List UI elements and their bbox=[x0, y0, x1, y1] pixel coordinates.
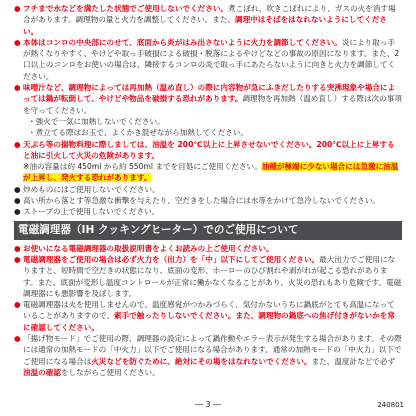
reheat-instructions bbox=[14, 116, 402, 139]
bullet-icon: ● bbox=[14, 196, 21, 206]
warning-emphasis: 素手で触ったりしないでください。また、調理物の鍋底への焦げ付きがないかを常に確認してください。 bbox=[23, 311, 395, 332]
warning-emphasis: 火災などを防ぐために、絶対にその場をはなれないでください。 bbox=[91, 356, 312, 366]
reheat-step: ・煮立てる際はお玉で、よくかき混ぜながら加熱してください。 bbox=[28, 128, 249, 138]
bullet-icon: ● bbox=[14, 254, 21, 264]
warning-text: 炒めものにはご使用しないでください。 bbox=[23, 184, 160, 194]
warning-emphasis: 本体はコンロの中央部にのせて、底面から炎がはみ出さないように火力を調節してください。 bbox=[23, 37, 342, 47]
bullet-icon: ● bbox=[14, 139, 21, 149]
bullet-icon: ● bbox=[14, 334, 21, 344]
document-code: 240801 bbox=[377, 401, 404, 409]
warning-text: 調理物を再加熱（温め直し）する際は次の事項を守ってください。 bbox=[23, 94, 402, 115]
page-footer bbox=[0, 400, 416, 414]
warning-item bbox=[14, 3, 402, 37]
warning-emphasis: 調理中はそばをはなれないようにしてください。 bbox=[23, 15, 387, 36]
warning-text: 高い所から落とす等急激な衝撃を与えたり、空だきをした場合には水等をかけて急冷しないでください。 bbox=[23, 196, 380, 206]
warning-text: 最大出力でご使用になりますと、短時間で空だきの状態になり、底面の変形、ホーローのひび割れや剥がれが起こる恐れがあります。また、底面が変形し温度コントロールが正常に働かなくなることがあり、火災の恐れもあり危険です。電磁調理器にも悪影響を及ぼします。 bbox=[23, 254, 402, 298]
warning-text: ※油の容量は約 450ml から約 550ml までを目処にご使用ください。 bbox=[23, 162, 262, 172]
warning-text: 炎により取っ手が熱くなりやすく、やけどや取っ手破損による破損・脱落によるやけどなどの事故の原因になります。また、2口以上のコンロをお使いの場合は、隣接するコンロの炎で取っ手にあたらないように向きと火力を調節してください。 bbox=[23, 37, 400, 81]
warning-text: をしながらご使用ください。 bbox=[60, 367, 160, 377]
warning-item bbox=[14, 82, 402, 116]
warning-item bbox=[14, 299, 402, 333]
section-header-ih: 電磁調理器（IH クッキングヒーター）でのご使用について bbox=[14, 221, 402, 240]
warning-item bbox=[14, 243, 402, 254]
bullet-icon: ● bbox=[14, 37, 21, 47]
warning-text: ストーブの上で使用しないでください。 bbox=[23, 207, 160, 217]
bullet-icon: ● bbox=[14, 243, 21, 253]
warning-text: 煮こぼれ、吹きこぼれにより、ガスの火を消す場合があります。調理物の量と火力を調整してください。また、 bbox=[23, 4, 396, 25]
warning-item bbox=[14, 333, 402, 378]
warning-item bbox=[14, 37, 402, 82]
top-warnings bbox=[14, 3, 402, 116]
frying-warnings bbox=[14, 139, 402, 218]
warning-item bbox=[14, 254, 402, 299]
warning-text: 「揚げ物モード」でご使用の際、調理器の設定によって鍋作動やエラー表示が発生する場合があります。その際には通常の加熱モードの「中火力」以下でご使用になる場合があります。通常の加熱モードの「中火力」以下でご使用になる場合は bbox=[23, 334, 402, 366]
warning-item bbox=[14, 206, 402, 217]
bullet-icon: ● bbox=[14, 83, 21, 93]
warning-emphasis: 天ぷら等の揚物料理に際しましては、油温を 200℃以上に上昇させないでください。200℃以上に上昇すると油に引火して火災の危険があります。 bbox=[23, 139, 395, 160]
bullet-icon: ● bbox=[14, 184, 21, 194]
bullet-icon: ● bbox=[14, 300, 21, 310]
warning-emphasis: 油温の確認 bbox=[23, 367, 61, 377]
warning-item bbox=[14, 161, 402, 184]
warning-emphasis: 電磁調理器をご使用の場合は必ず火力を（出力）を「中」以下にしてご使用ください。 bbox=[23, 254, 320, 264]
warning-item bbox=[14, 184, 402, 195]
warning-item bbox=[14, 195, 402, 206]
warning-text: また、温度計などで必ず bbox=[311, 356, 396, 366]
warning-emphasis: 油種が極端に少ない場合には急激に油温が上昇し、発火する恐れがあります。 bbox=[23, 162, 399, 183]
warning-text: 電磁調理器は火を使用しませんので、温度感覚がつかみづらく、気付かないうちに鍋底がとても高温になっていることがありますので、 bbox=[23, 300, 395, 321]
warning-item bbox=[14, 139, 402, 162]
warning-emphasis: お使いになる電磁調理器の取扱説明書をよくお読みの上ご使用ください。 bbox=[23, 243, 274, 253]
bullet-icon: ● bbox=[14, 4, 21, 13]
warning-emphasis: 味噌汁など、調理物によっては再加熱（温め直し）の際に内容物が急にふきだしたりする突沸現象や場合によっては鍋が転倒して、やけどや物品を破損する恐れがあります。 bbox=[23, 83, 396, 104]
reheat-step: ・強火で一気に加熱しないでください。 bbox=[28, 116, 165, 126]
warning-emphasis: フチまで水などを満たした状態でご使用しないでください。 bbox=[23, 4, 229, 13]
ih-warnings bbox=[14, 243, 402, 379]
bullet-icon: ● bbox=[14, 207, 21, 217]
page-number: ― 3 ― bbox=[194, 400, 222, 409]
